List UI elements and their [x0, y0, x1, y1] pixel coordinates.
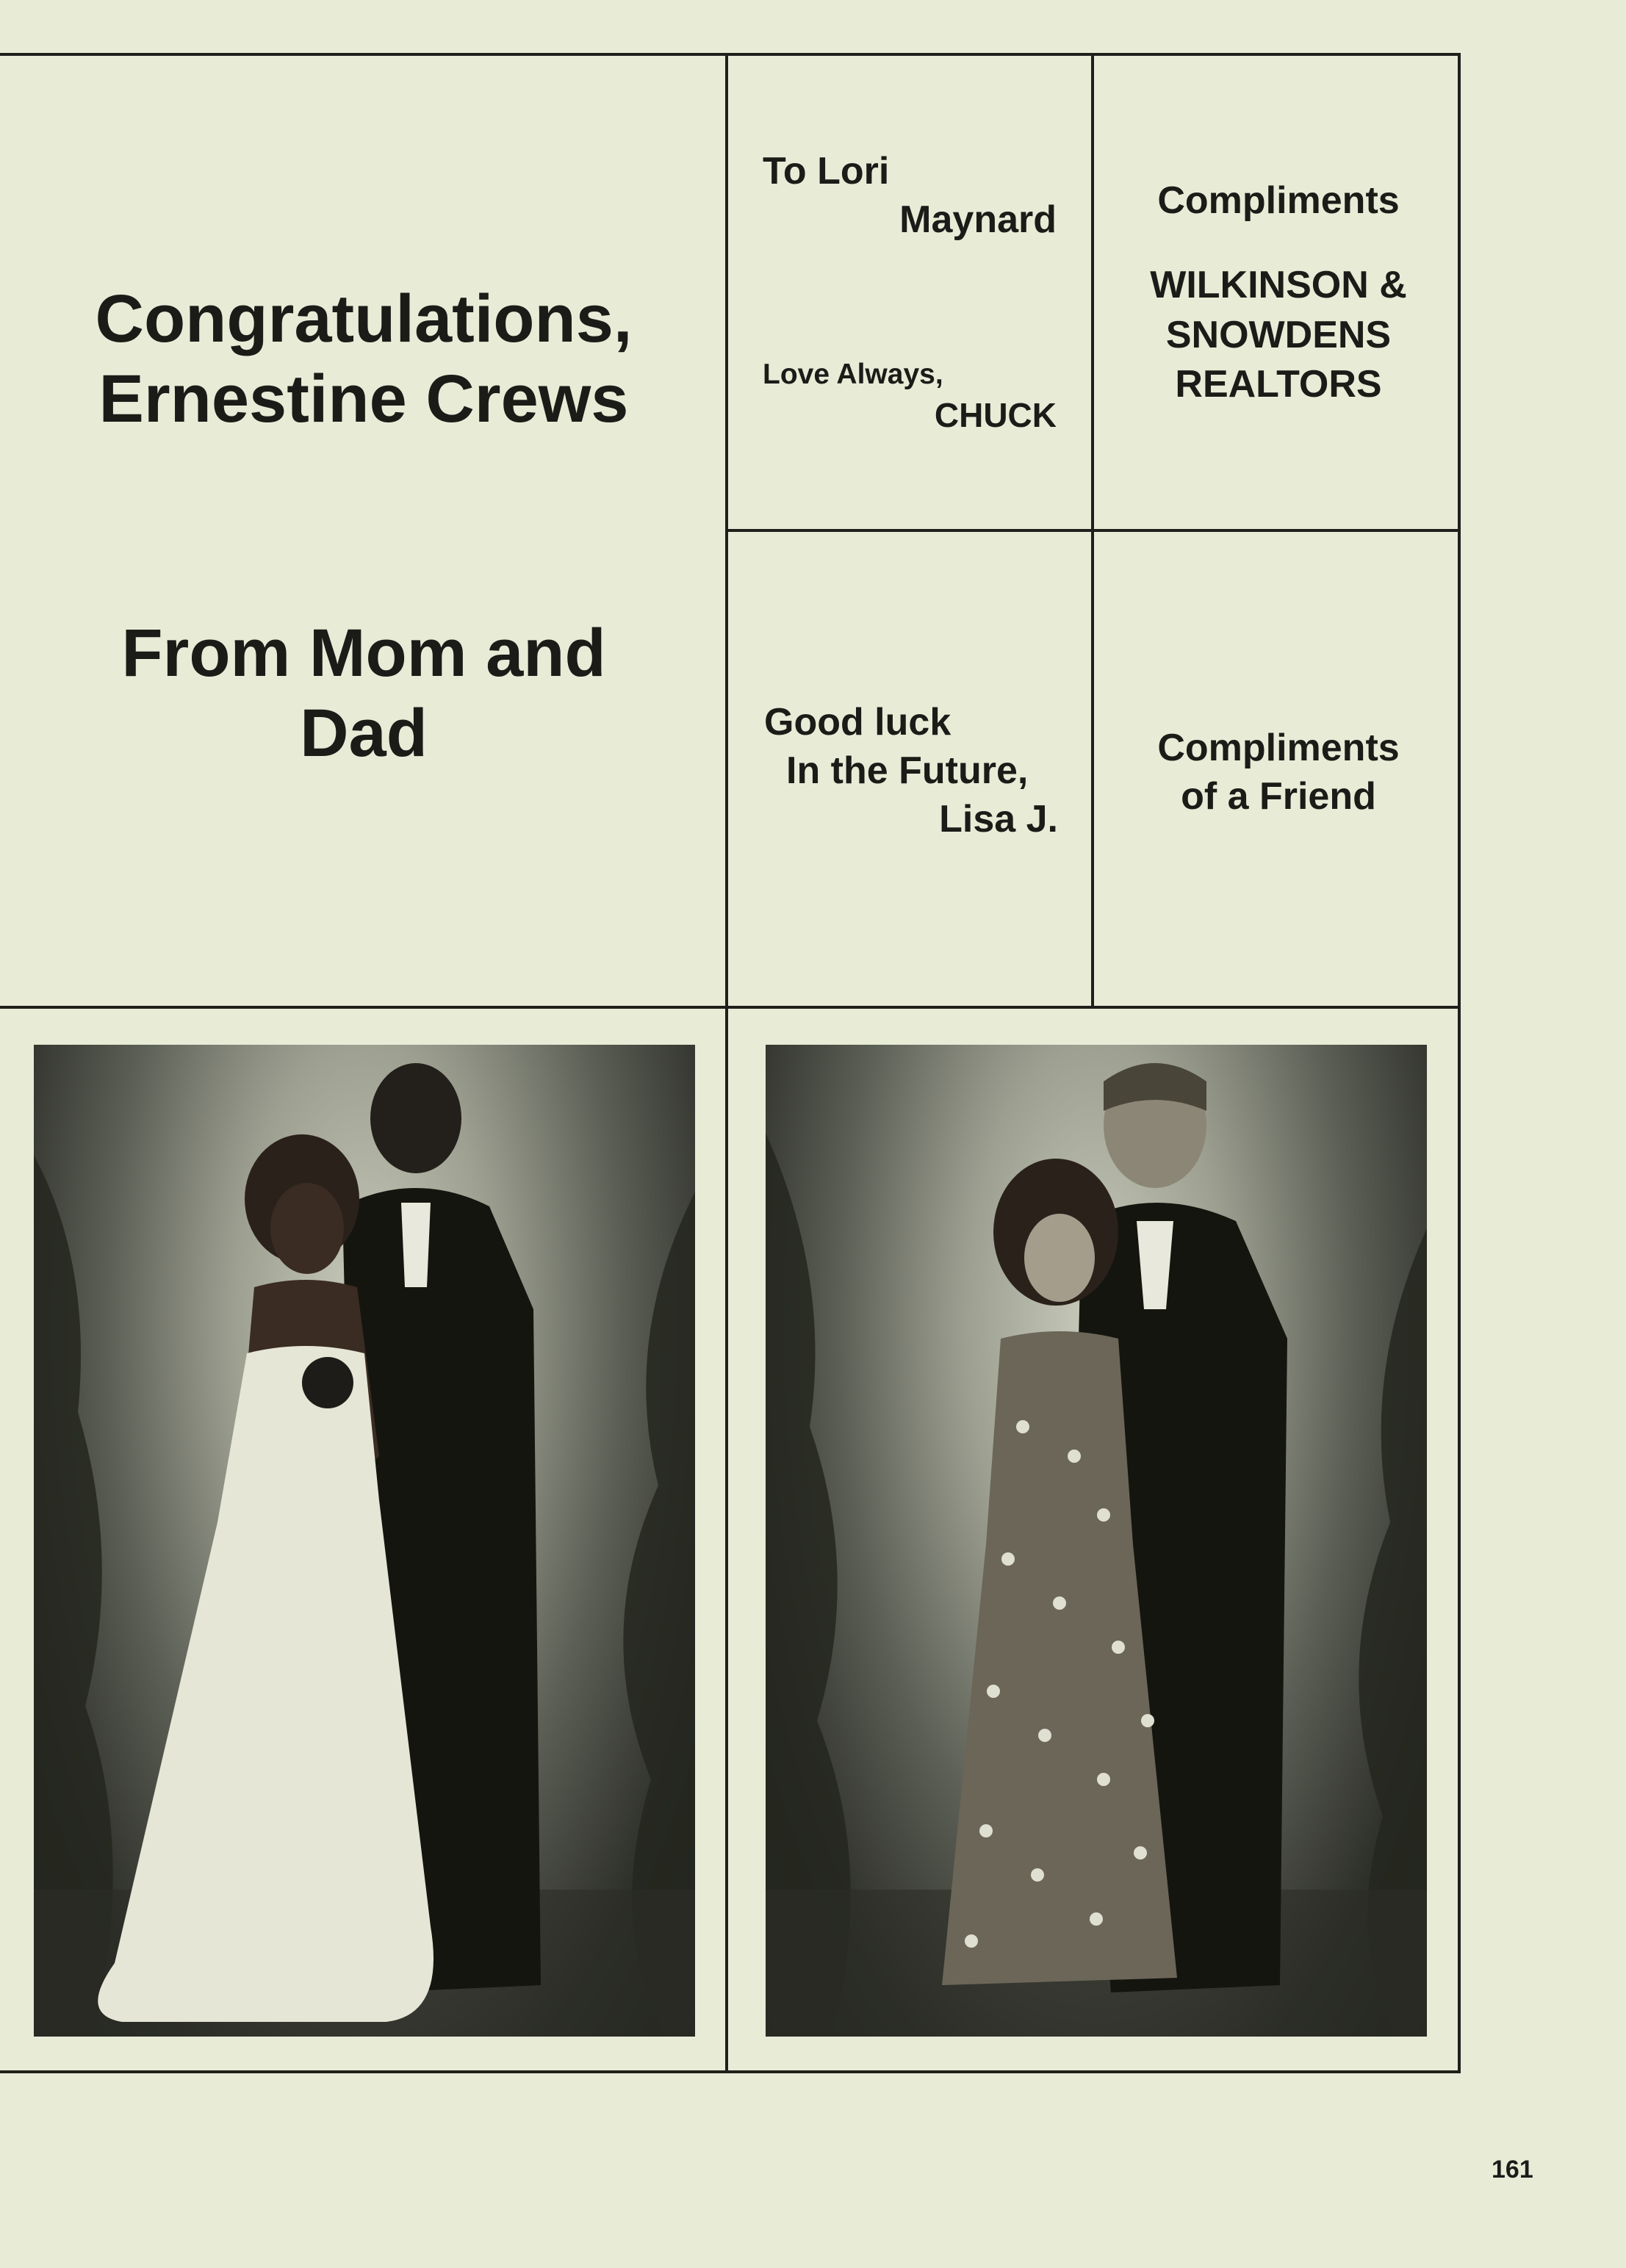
- ad-to-lori: [763, 147, 1057, 244]
- ad-realtors-name: [1095, 261, 1462, 410]
- good-luck-signature: Lisa J.: [939, 798, 1058, 841]
- congratulations-line: Congratulations,: [95, 281, 633, 356]
- realtors-line-2: SNOWDENS: [1165, 313, 1392, 356]
- ad-love-signature: CHUCK: [934, 395, 1057, 434]
- from-parents-message: [0, 613, 727, 773]
- ad-love-line-1: Love Always,: [763, 359, 943, 390]
- congratulations-message: [0, 279, 727, 439]
- couple-photo-1-illustration: [34, 1045, 695, 2037]
- couple-photo-2: [766, 1045, 1427, 2037]
- ad-lori-line-1: To Lori: [763, 150, 890, 192]
- friend-line-1: Compliments: [1157, 727, 1400, 769]
- friend-line-2: of a Friend: [1181, 775, 1376, 818]
- from-line-2: Dad: [300, 695, 428, 771]
- frame-top-line: [0, 53, 1461, 56]
- ad-compliments-heading: Compliments: [1157, 179, 1400, 222]
- frame-photo-line: [0, 1006, 1461, 1009]
- ad-compliments-friend: [1095, 724, 1462, 821]
- from-line-1: From Mom and: [121, 616, 606, 691]
- couple-photo-1: [34, 1045, 695, 2037]
- frame-bottom-line: [0, 2070, 1461, 2073]
- honoree-name: Ernestine Crews: [98, 361, 629, 436]
- frame-middle-line: [725, 529, 1461, 532]
- ad-love-always: [763, 356, 1057, 436]
- ad-good-luck: [764, 698, 1058, 843]
- realtors-line-1: WILKINSON &: [1150, 264, 1407, 306]
- good-luck-line-2: In the Future,: [786, 749, 1029, 793]
- couple-photo-2-illustration: [766, 1045, 1427, 2037]
- page-number: 161: [1492, 2156, 1533, 2184]
- ad-lori-line-2: Maynard: [899, 198, 1057, 242]
- good-luck-line-1: Good luck: [764, 701, 952, 744]
- realtors-line-3: REALTORS: [1175, 363, 1382, 406]
